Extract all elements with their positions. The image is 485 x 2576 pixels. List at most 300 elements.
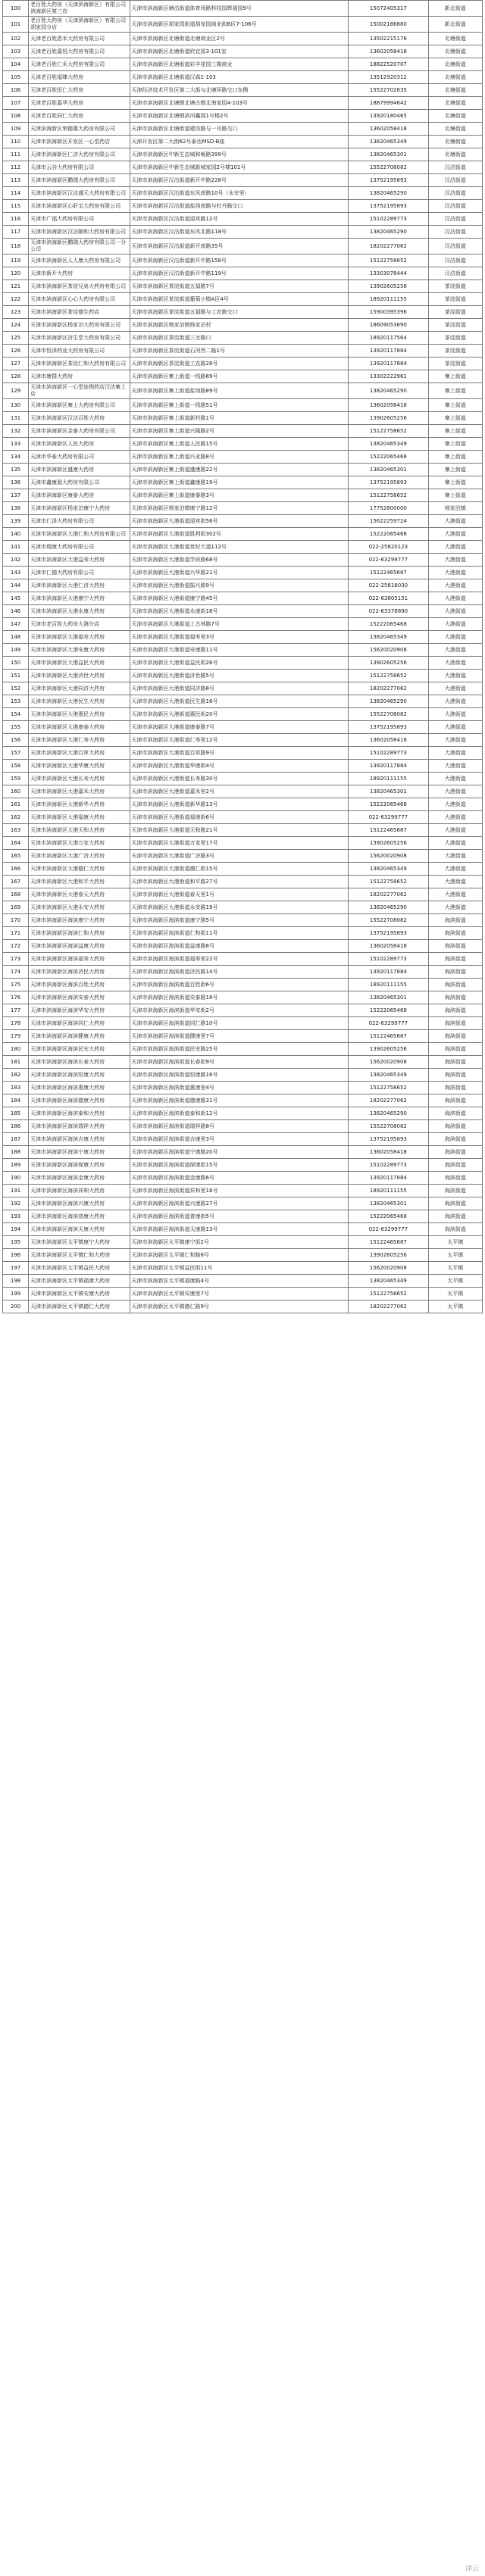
row-number: 104 [3,58,29,71]
row-number: 175 [3,979,29,991]
table-row [3,1094,483,1107]
pharmacy-name: 天津市滨海新区海滨天康大药房 [29,1223,130,1236]
row-number: 113 [3,174,29,187]
pharmacy-phone: 15122465687 [349,567,429,579]
pharmacy-name: 天津市滨海新区大港华康大药房 [29,760,130,773]
pharmacy-address: 天津市滨海新区大港街道德仁街15号 [130,863,349,876]
table-row [3,213,483,226]
pharmacy-phone: 13820465349 [349,1275,429,1288]
pharmacy-phone: 18822520707 [349,58,429,71]
row-number: 158 [3,760,29,773]
table-row [3,1107,483,1120]
pharmacy-name: 天津市滨海新区鹏瑞大药房有限公司一分公司 [29,239,130,254]
row-number: 143 [3,567,29,579]
row-number: 200 [3,1300,29,1313]
pharmacy-area: 海滨街道 [428,1223,482,1236]
pharmacy-area: 大港街道 [428,721,482,734]
table-row [3,760,483,773]
pharmacy-phone: 13752195893 [349,1133,429,1146]
pharmacy-area: 大港街道 [428,528,482,541]
pharmacy-phone: 13820465290 [349,187,429,200]
pharmacy-area: 大港街道 [428,618,482,631]
row-number: 101 [3,17,29,33]
pharmacy-area: 海滨街道 [428,1107,482,1120]
pharmacy-area: 北塘街道 [428,148,482,161]
pharmacy-area: 大港街道 [428,605,482,618]
pharmacy-name: 天津市滨海新区杨家泊大药房有限公司 [29,319,130,332]
pharmacy-area: 寨上街道 [428,476,482,489]
pharmacy-phone: 13752195893 [349,927,429,940]
row-number: 109 [3,123,29,136]
pharmacy-phone: 13602058418 [349,1146,429,1159]
pharmacy-name: 天津市滨海新区大港仁寿大药房 [29,734,130,747]
pharmacy-address: 天津市滨海新区大港街道世纪大道112号 [130,541,349,554]
pharmacy-name: 天津市滨海新区汉沽颐和大药房有限公司 [29,226,130,239]
row-number: 178 [3,1017,29,1030]
table-row [3,824,483,837]
table-row [3,280,483,293]
row-number: 180 [3,1043,29,1056]
pharmacy-name: 天津市滨海新区海滨保康大药房 [29,1159,130,1172]
row-number: 173 [3,953,29,966]
pharmacy-name: 天津市滨海新区鹏瑞大药房有限公司 [29,174,130,187]
pharmacy-address: 天津市滨海新区海滨街道吉康里3号 [130,1133,349,1146]
pharmacy-address: 天津市滨海新区大港街道永安路19号 [130,901,349,914]
pharmacy-area: 大港街道 [428,785,482,798]
pharmacy-address: 天津市滨海新区大港街道振兴路9号 [130,579,349,592]
pharmacy-name: 天津市滨海新区人民大药房 [29,438,130,451]
pharmacy-address: 天津市滨海新区大港街道安康路11号 [130,644,349,657]
pharmacy-area: 大港街道 [428,850,482,863]
pharmacy-phone: 13602058418 [349,123,429,136]
table-row [3,953,483,966]
pharmacy-address: 天津市滨海新区北塘街道建设路与一号路交口 [130,123,349,136]
pharmacy-phone: 13820465290 [349,695,429,708]
pharmacy-address: 天津市滨海新区大港街道华康街4号 [130,760,349,773]
row-number: 153 [3,695,29,708]
row-number: 161 [3,798,29,811]
row-number: 187 [3,1133,29,1146]
pharmacy-address: 天津市滨海新区寨上街道一线路51号 [130,399,349,412]
pharmacy-name: 天津滨海新区荣德惠大药房有限公司 [29,123,130,136]
pharmacy-area: 寨上街道 [428,370,482,383]
row-number: 192 [3,1197,29,1210]
pharmacy-name: 天津市滨海新区太平镇康宁大药房 [29,1236,130,1249]
table-row [3,425,483,438]
pharmacy-area: 大港街道 [428,592,482,605]
pharmacy-address: 天津市滨海新区中新生态城和畅路399号 [130,148,349,161]
pharmacy-name: 天津老百姓恒仁大药房 [29,84,130,97]
pharmacy-name: 天津市康群大药房 [29,370,130,383]
table-row [3,773,483,785]
pharmacy-name: 天津市滨海新区海滨长春大药房 [29,1056,130,1069]
row-number: 170 [3,914,29,927]
pharmacy-phone: 15222065468 [349,618,429,631]
row-number: 185 [3,1107,29,1120]
pharmacy-address: 天津市滨海新区海滨街道民安路25号 [130,1043,349,1056]
pharmacy-area: 大港街道 [428,747,482,760]
pharmacy-area: 海滨街道 [428,940,482,953]
row-number: 118 [3,239,29,254]
pharmacy-phone: 15522708082 [349,1120,429,1133]
table-row [3,1197,483,1210]
pharmacy-area: 大港街道 [428,901,482,914]
pharmacy-name: 天津市滨海新区海滨华安大药房 [29,1004,130,1017]
pharmacy-address: 天津市滨海新区大港街道上古林路7号 [130,618,349,631]
pharmacy-address: 天津市滨海新区寨上街道鑫康路19号 [130,476,349,489]
pharmacy-name: 天津市滨海新区大港和平大药房 [29,876,130,888]
pharmacy-phone: 022-63299777 [349,554,429,567]
pharmacy-address: 天津市滨海新区海滨街道长春街9号 [130,1056,349,1069]
pharmacy-name: 天津市滨海新区大港康宁大药房 [29,592,130,605]
pharmacy-phone: 13602058418 [349,734,429,747]
pharmacy-phone: 18202277062 [349,1094,429,1107]
pharmacy-name: 天津市滨海新区金泰大药房有限公司 [29,425,130,438]
pharmacy-address: 天津市滨海新区寨上街道兴隆路2号 [130,425,349,438]
pharmacy-phone: 15122465687 [349,824,429,837]
pharmacy-name: 天津市瑞康大药房有限公司 [29,541,130,554]
pharmacy-name: 天津市滨海新区大港同济大药房 [29,682,130,695]
row-number: 165 [3,850,29,863]
pharmacy-phone: 13820465290 [349,901,429,914]
pharmacy-area: 海滨街道 [428,1185,482,1197]
pharmacy-name: 天津市恒泽药业大药房有限公司 [29,345,130,358]
pharmacy-name: 天津市滨海新区心心大药房有限公司 [29,293,130,306]
table-row [3,226,483,239]
pharmacy-name: 天津市滨海新区海滨济民大药房 [29,966,130,979]
table-row [3,579,483,592]
table-row [3,97,483,110]
pharmacy-area: 汉沽街道 [428,200,482,213]
table-row [3,1017,483,1030]
pharmacy-name: 天津市滨海新区海滨福寿大药房 [29,953,130,966]
pharmacy-phone: 022-63805151 [349,592,429,605]
pharmacy-address: 天津市滨海新区海滨街道保康街15号 [130,1159,349,1172]
pharmacy-address: 天津市滨海新区汉沽街道盐场南路与牡丹路交口 [130,200,349,213]
pharmacy-area: 大港街道 [428,773,482,785]
row-number: 114 [3,187,29,200]
pharmacy-name: 天津市滨海新区海滨同仁大药房 [29,1017,130,1030]
pharmacy-phone: 15222065468 [349,1004,429,1017]
pharmacy-address: 天津市滨海新区大港街道长寿路30号 [130,773,349,785]
pharmacy-area: 寨上街道 [428,489,482,502]
pharmacy-area: 海滨街道 [428,1146,482,1159]
pharmacy-phone: 15122465687 [349,1030,429,1043]
table-row [3,1082,483,1094]
table-row [3,567,483,579]
pharmacy-area: 汉沽街道 [428,174,482,187]
pharmacy-phone: 13920117884 [349,966,429,979]
pharmacy-phone: 18609053690 [349,319,429,332]
row-number: 160 [3,785,29,798]
pharmacy-name: 天津市仁泽大药房有限公司 [29,515,130,528]
row-number: 135 [3,464,29,476]
pharmacy-address: 天津市滨海新区大港街道永康街18号 [130,605,349,618]
pharmacy-name: 天津市滨海新区大港嘉禾大药房 [29,785,130,798]
row-number: 136 [3,476,29,489]
pharmacy-phone: 13820465349 [349,1069,429,1082]
pharmacy-address: 天津市滨海新区海滨街道兴康路27号 [130,1197,349,1210]
pharmacy-area: 杨家泊镇 [428,502,482,515]
table-row [3,528,483,541]
table-row [3,267,483,280]
pharmacy-address: 天津市滨海新区太平镇德仁路9号 [130,1300,349,1313]
pharmacy-name: 天津老百姓嘉华大药房 [29,97,130,110]
pharmacy-address: 天津市滨海新区汉沽街道新开中路228号 [130,174,349,187]
table-row [3,1210,483,1223]
pharmacy-name: 天津市滨海新区茶淀仁和大药房有限公司 [29,358,130,370]
pharmacy-name: 天津市滨海新区海滨宁康大药房 [29,1146,130,1159]
table-row [3,1030,483,1043]
pharmacy-phone: 15522708082 [349,914,429,927]
pharmacy-area: 北塘街道 [428,136,482,148]
pharmacy-area: 寨上街道 [428,399,482,412]
pharmacy-address: 天津市滨海新区寨上街道康泰路3号 [130,489,349,502]
pharmacy-area: 大港街道 [428,824,482,837]
table-row [3,476,483,489]
table-row [3,515,483,528]
pharmacy-name: 天津市滨海新区大港新华大药房 [29,798,130,811]
pharmacy-address: 天津市滨海新区海滨街道仁和街11号 [130,927,349,940]
row-number: 102 [3,33,29,45]
table-row [3,412,483,425]
pharmacy-area: 大港街道 [428,876,482,888]
pharmacy-name: 天津老百姓福臻大药房 [29,71,130,84]
pharmacy-name: 天津市滨海新区汉沽盛元大药房有限公司 [29,187,130,200]
pharmacy-name: 天津市滨海新区海滨吉康大药房 [29,1133,130,1146]
pharmacy-area: 太平镇 [428,1300,482,1313]
table-row [3,914,483,927]
pharmacy-area: 大港街道 [428,554,482,567]
pharmacy-name: 天津市滨海新区大港春天大药房 [29,888,130,901]
pharmacy-name: 天津老百姓仁禾大药房有限公司 [29,58,130,71]
pharmacy-area: 北塘街道 [428,97,482,110]
row-number: 150 [3,657,29,670]
row-number: 172 [3,940,29,953]
pharmacy-address: 天津市滨海新区大港街道民生路16号 [130,695,349,708]
pharmacy-phone: 18202277062 [349,682,429,695]
pharmacy-phone: 13820465301 [349,785,429,798]
pharmacy-address: 天津市滨海新区大港街道兴华路21号 [130,567,349,579]
pharmacy-address: 天津市滨海新区中新生态城新城家园2号楼101号 [130,161,349,174]
row-number: 164 [3,837,29,850]
pharmacy-name: 天津市滨海新区大港福寿大药房 [29,631,130,644]
table-row [3,901,483,914]
pharmacy-phone: 13902605256 [349,412,429,425]
pharmacy-name: 天津市滨海新区大港济世大药房 [29,670,130,682]
pharmacy-area: 海滨街道 [428,1120,482,1133]
row-number: 121 [3,280,29,293]
pharmacy-address: 天津市滨海新区大港街道同济路8号 [130,682,349,695]
pharmacy-phone: 15522708082 [349,708,429,721]
pharmacy-phone: 15620020908 [349,644,429,657]
pharmacy-phone: 15522708082 [349,161,429,174]
table-row [3,33,483,45]
pharmacy-area: 大港街道 [428,734,482,747]
pharmacy-phone: 13820465301 [349,991,429,1004]
row-number: 149 [3,644,29,657]
row-number: 105 [3,71,29,84]
pharmacy-name: 天津市滨海新区太平镇福康大药房 [29,1275,130,1288]
table-row [3,84,483,97]
row-number: 177 [3,1004,29,1017]
pharmacy-area: 汉沽街道 [428,213,482,226]
pharmacy-area: 茶淀街道 [428,293,482,306]
pharmacy-address: 天津市滨海新区大港街道仁寿里12号 [130,734,349,747]
table-row [3,174,483,187]
pharmacy-name: 天津市滨海新区太平镇仁和大药房 [29,1249,130,1262]
pharmacy-address: 天津市滨海新区寨上街道一线路69号 [130,370,349,383]
pharmacy-phone: 15522702835 [349,84,429,97]
table-row [3,541,483,554]
table-row [3,502,483,515]
row-number: 133 [3,438,29,451]
pharmacy-name: 天津市滨海新区大港万家大药房 [29,837,130,850]
pharmacy-area: 海滨街道 [428,1094,482,1107]
pharmacy-phone: 15122758652 [349,1082,429,1094]
pharmacy-area: 北塘街道 [428,110,482,123]
pharmacy-phone: 13820465290 [349,1107,429,1120]
pharmacy-name: 天津市滨海新区太平镇安康大药房 [29,1288,130,1300]
pharmacy-address: 天津市滨海新区大港街道新华路13号 [130,798,349,811]
pharmacy-name: 老百姓大药房（天津滨海新区）有限公司胡家园分店 [29,17,130,33]
table-row [3,71,483,84]
pharmacy-address: 天津市滨海新区海滨街道惠康里4号 [130,1082,349,1094]
table-row [3,383,483,399]
pharmacy-phone: 13920117884 [349,358,429,370]
pharmacy-area: 海滨街道 [428,1210,482,1223]
row-number: 134 [3,451,29,464]
pharmacy-name: 天津市滨海新区海滨惠康大药房 [29,1082,130,1094]
pharmacy-name: 天津市滨海新区寨上大药房有限公司 [29,399,130,412]
pharmacy-area: 汉沽街道 [428,226,482,239]
pharmacy-phone: 13902605256 [349,837,429,850]
table-row [3,927,483,940]
pharmacy-area: 海滨街道 [428,953,482,966]
pharmacy-name: 天津市滨海新区海滨百姓大药房 [29,979,130,991]
row-number: 190 [3,1172,29,1185]
table-row [3,1133,483,1146]
table-row [3,1146,483,1159]
table-row [3,876,483,888]
pharmacy-area: 寨上街道 [428,451,482,464]
pharmacy-phone: 13752195893 [349,476,429,489]
pharmacy-area: 汉沽街道 [428,267,482,280]
table-row [3,136,483,148]
row-number: 137 [3,489,29,502]
pharmacy-area: 海滨街道 [428,1159,482,1172]
pharmacy-phone: 15222065468 [349,798,429,811]
pharmacy-phone: 022-25820123 [349,541,429,554]
pharmacy-name: 老百姓大药房（天津滨海新区）有限公司滨海新区第三店 [29,1,130,17]
table-row [3,979,483,991]
row-number: 130 [3,399,29,412]
pharmacy-name: 天津市滨海新区海滨瑞祥大药房 [29,1120,130,1133]
row-number: 186 [3,1120,29,1133]
pharmacy-address: 天津市滨海新区北塘街道汉森1-103 [130,71,349,84]
row-number: 156 [3,734,29,747]
pharmacy-address: 天津市滨海新区杨家泊镇杨家泊村 [130,319,349,332]
table-row [3,747,483,760]
pharmacy-name: 天津市鑫康源大药房有限公司 [29,476,130,489]
pharmacy-name: 天津市滨海新区大港百草大药房 [29,747,130,760]
pharmacy-area: 太平镇 [428,1288,482,1300]
pharmacy-phone: 13902605256 [349,1043,429,1056]
pharmacy-name: 天津市仁德大药房有限公司 [29,567,130,579]
row-number: 194 [3,1223,29,1236]
pharmacy-address: 天津开发区第二大街62号泰达MSD-B座 [130,136,349,148]
pharmacy-name: 天津市滨海新区一心堂连锁药店汉沽寨上店 [29,383,130,399]
pharmacy-phone: 022-63378890 [349,605,429,618]
pharmacy-area: 北塘街道 [428,58,482,71]
pharmacy-name: 天津市滨海新区海滨民安大药房 [29,1043,130,1056]
row-number: 141 [3,541,29,554]
row-number: 188 [3,1146,29,1159]
table-row [3,1185,483,1197]
pharmacy-area: 太平镇 [428,1249,482,1262]
pharmacy-phone: 18920111155 [349,773,429,785]
table-row [3,721,483,734]
pharmacy-area: 茶淀街道 [428,358,482,370]
table-row [3,1056,483,1069]
row-number: 111 [3,148,29,161]
pharmacy-name: 天津市滨海新区济生堂大药房有限公司 [29,332,130,345]
pharmacy-name: 天津老百姓嘉悦大药房有限公司 [29,45,130,58]
pharmacy-area: 大港街道 [428,670,482,682]
pharmacy-area: 茶淀街道 [428,345,482,358]
pharmacy-phone: 15620020908 [349,850,429,863]
pharmacy-phone: 022-63299777 [349,1223,429,1236]
table-row [3,888,483,901]
row-number: 193 [3,1210,29,1223]
pharmacy-area: 大港街道 [428,760,482,773]
row-number: 191 [3,1185,29,1197]
pharmacy-name: 天津市滨海新区海滨安泰大药房 [29,991,130,1004]
pharmacy-area: 海滨街道 [428,1197,482,1210]
pharmacy-phone: 15072405317 [349,1,429,17]
table-row [3,332,483,345]
row-number: 169 [3,901,29,914]
table-row [3,161,483,174]
pharmacy-address: 天津市滨海新区汉沽街道新开南路35号 [130,239,349,254]
pharmacy-phone: 13902605256 [349,657,429,670]
table-row [3,123,483,136]
pharmacy-address: 天津市滨海新区海滨街道瑞祥路8号 [130,1120,349,1133]
row-number: 182 [3,1069,29,1082]
pharmacy-name: 天津市华泰大药房有限公司 [29,451,130,464]
pharmacy-phone: 13820465349 [349,136,429,148]
pharmacy-phone: 15222065468 [349,1210,429,1223]
table-row [3,399,483,412]
pharmacy-address: 天津市滨海新区大港街道康泰路7号 [130,721,349,734]
pharmacy-area: 海滨街道 [428,966,482,979]
row-number: 124 [3,319,29,332]
pharmacy-name: 天津市滨海新区海滨兴康大药房 [29,1197,130,1210]
row-number: 122 [3,293,29,306]
row-number: 127 [3,358,29,370]
pharmacy-phone: 13602058418 [349,940,429,953]
pharmacy-phone: 13602058418 [349,399,429,412]
pharmacy-address: 天津市滨海新区大港街道惠民街20号 [130,708,349,721]
row-number: 132 [3,425,29,438]
table-row [3,708,483,721]
table-row [3,1262,483,1275]
table-row [3,110,483,123]
pharmacy-area: 大港街道 [428,567,482,579]
pharmacy-name: 天津市滨海新区大港安康大药房 [29,644,130,657]
row-number: 139 [3,515,29,528]
pharmacy-name: 天津市新开大药房 [29,267,130,280]
